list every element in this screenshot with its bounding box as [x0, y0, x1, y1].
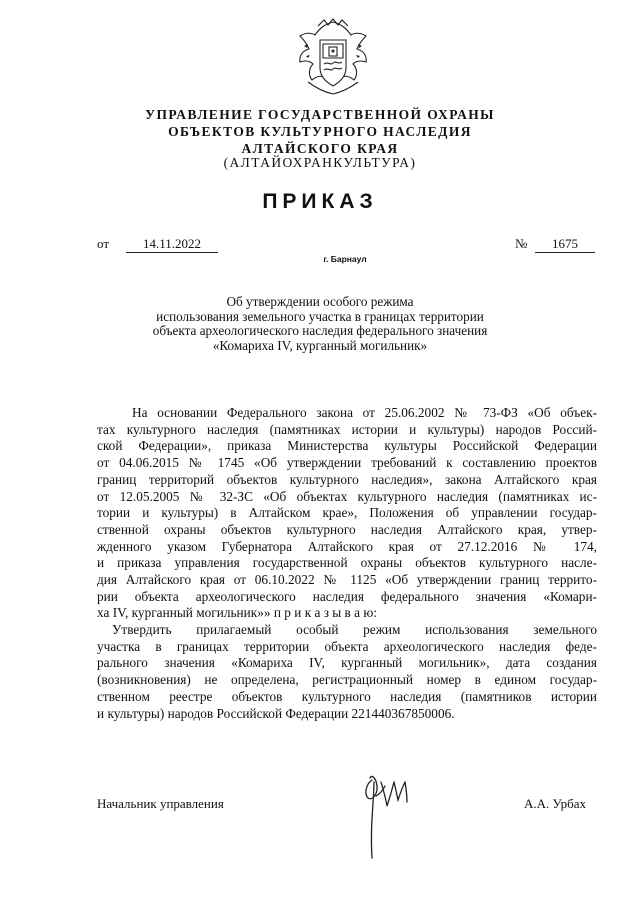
body-line: и приказа управления государственной охраны объектов культурного насле-: [97, 555, 597, 571]
body-line: (возникновения) не определена, регистрационный номер в едином государ-: [97, 672, 597, 688]
subject-line: использования земельного участка в границах территории: [156, 308, 484, 324]
subject-line: объекта археологического наследия федерального значения: [152, 323, 488, 339]
body-line: тах культурного наследия (памятниках истории и культуры) народов Россий-: [97, 421, 597, 437]
org-short-name: (АЛТАЙОХРАНКУЛЬТУРА): [223, 155, 417, 170]
number-prefix: №: [515, 236, 528, 251]
body-line: рии объекта археологического наследия федерального значения «Комари-: [97, 588, 597, 604]
document-number: 1675: [535, 236, 595, 253]
signer-position: Начальник управления: [97, 796, 224, 811]
signer-name: А.А. Урбах: [524, 796, 586, 811]
org-name-line-2: ОБЪЕКТОВ КУЛЬТУРНОГО НАСЛЕДИЯ: [168, 124, 472, 139]
subject-line: Об утверждении особого режима: [226, 294, 414, 309]
body-line: На основании Федерального закона от 25.06.2002 № 73-ФЗ «Об объек-: [132, 405, 597, 420]
body-line: от 12.05.2005 № 32-ЗС «Об объектах культурного наследия (памятниках ис-: [97, 488, 597, 504]
body-paragraph-basis: [97, 405, 597, 622]
org-name-line-3: АЛТАЙСКОГО КРАЯ: [241, 141, 399, 156]
body-line: Утвердить прилагаемый особый режим использования земельного: [112, 622, 597, 637]
city-name: г. Барнаул: [323, 254, 367, 264]
body-line: от 04.06.2015 № 1745 «Об утверждении требований к составлению проектов: [97, 455, 597, 471]
coat-of-arms-emblem: [294, 18, 372, 98]
body-line: рального значения «Комариха IV, курганный могильник», дата создания: [97, 655, 597, 671]
subject-line: «Комариха IV, курганный могильник»: [212, 337, 428, 353]
body-line: жденного указом Губернатора Алтайского края от 27.12.2016 № 174,: [97, 538, 597, 554]
document-subject: [0, 295, 640, 353]
body-line: ской Федерации», приказа Министерства культуры Российской Федерации: [97, 438, 597, 454]
body-line: участка в границах территории объекта археологического наследия феде-: [97, 638, 597, 654]
document-type-title: ПРИКАЗ: [262, 190, 378, 213]
body-line: тории и культуры) в Алтайском крае», Положения об управлении государ-: [97, 505, 597, 521]
org-name-line-1: УПРАВЛЕНИЕ ГОСУДАРСТВЕННОЙ ОХРАНЫ: [145, 107, 495, 122]
body-line: ственном реестре объектов культурного наследия (памятников истории: [97, 688, 597, 704]
document-date: 14.11.2022: [126, 236, 218, 253]
body-paragraph-order: [97, 622, 597, 722]
body-line: ха IV, курганный могильник»» п р и к а з ы в а ю:: [97, 605, 377, 621]
body-line: ственной охраны объектов культурного наследия Алтайского края, утвер-: [97, 521, 597, 537]
handwritten-signature: [350, 770, 420, 862]
date-prefix: от: [97, 236, 110, 251]
body-line: границ территорий объектов культурного наследия», закона Алтайского края: [97, 471, 597, 487]
body-line: дия Алтайского края от 06.10.2022 № 1125 «Об утверждении границ террито-: [97, 572, 597, 588]
body-line: и культуры) народов Российской Федерации 221440367850006.: [97, 705, 455, 721]
